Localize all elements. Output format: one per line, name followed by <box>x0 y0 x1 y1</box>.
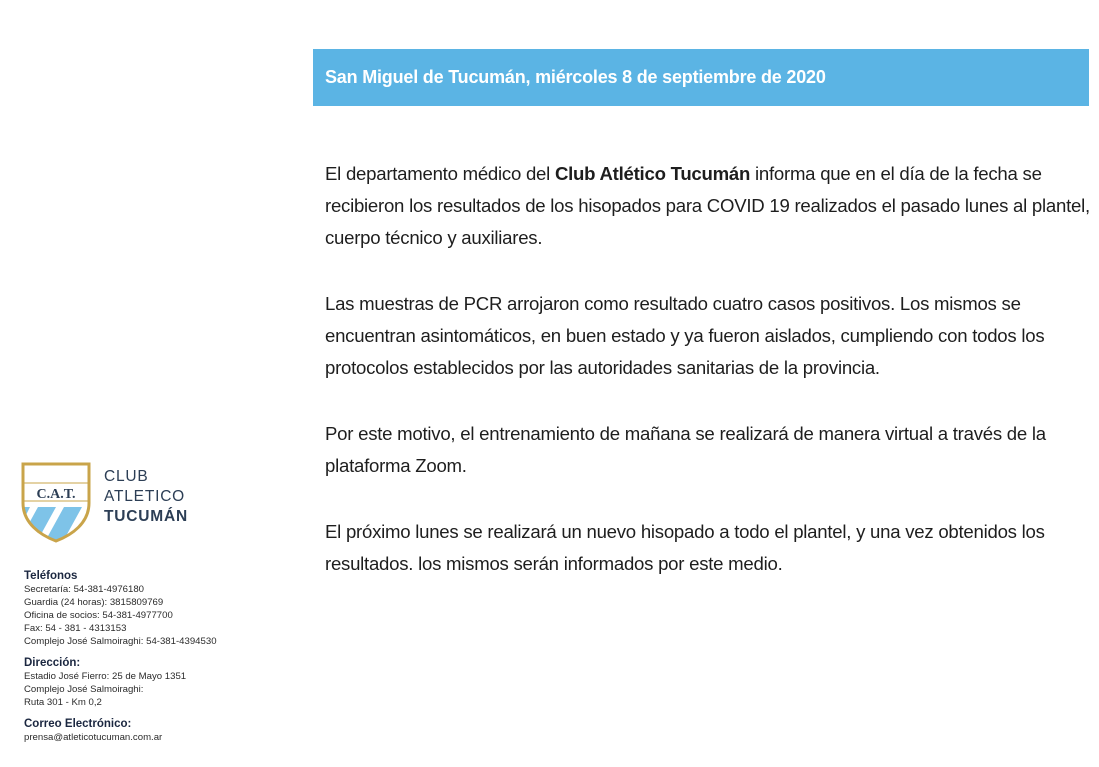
logo-line-1: CLUB <box>104 468 149 485</box>
phones-block <box>24 569 284 648</box>
logo-line-3: TUCUMÁN <box>104 508 188 525</box>
paragraph-4: El próximo lunes se realizará un nuevo hisopado a todo el plantel, y una vez obtenidos los resultados. los mismos serán informados por este medio. <box>325 521 1045 574</box>
date-line: San Miguel de Tucumán, miércoles 8 de septiembre de 2020 <box>325 67 826 87</box>
contact-info <box>24 569 284 752</box>
phone-line: Fax: 54 - 381 - 4313153 <box>24 623 127 634</box>
press-release-body <box>325 158 1090 614</box>
phones-title: Teléfonos <box>24 570 78 582</box>
shield-icon <box>20 461 92 543</box>
logo-wordmark <box>104 467 188 527</box>
address-line: Complejo José Salmoiraghi: <box>24 684 144 695</box>
email-address: prensa@atleticotucuman.com.ar <box>24 732 163 743</box>
paragraph-1 <box>325 158 1090 254</box>
address-block <box>24 656 284 709</box>
address-title: Dirección: <box>24 657 81 669</box>
date-banner <box>313 49 1089 106</box>
phone-line: Secretaría: 54-381-4976180 <box>24 584 145 595</box>
address-line: Ruta 301 - Km 0,2 <box>24 697 102 708</box>
paragraph-1-rest: informa que en el día de la fecha se recibieron los resultados de los hisopados para COVID 19 realizados el pasado lunes al plantel, cuerpo técnico y auxiliares. <box>325 163 1090 248</box>
email-block <box>24 717 284 744</box>
club-name: Club Atlético Tucumán <box>554 163 751 184</box>
shield-text: C.A.T. <box>36 487 76 502</box>
paragraph-2: Las muestras de PCR arrojaron como resultado cuatro casos positivos. Los mismos se encuentran asintomáticos, en buen estado y ya fueron aislados, cumpliendo con todos los protocolos establecidos por las autoridades sanitarias de la provincia. <box>325 293 1045 378</box>
paragraph-1-intro: El departamento médico del <box>325 163 555 184</box>
club-logo <box>20 461 220 545</box>
logo-line-2: ATLETICO <box>104 488 186 505</box>
phone-line: Complejo José Salmoiraghi: 54-381-4394530 <box>24 636 217 647</box>
phone-line: Guardia (24 horas): 3815809769 <box>24 597 164 608</box>
email-title: Correo Electrónico: <box>24 718 132 730</box>
paragraph-3: Por este motivo, el entrenamiento de mañana se realizará de manera virtual a través de la plataforma Zoom. <box>325 423 1046 476</box>
address-line: Estadio José Fierro: 25 de Mayo 1351 <box>24 671 187 682</box>
phone-line: Oficina de socios: 54-381-4977700 <box>24 610 173 621</box>
